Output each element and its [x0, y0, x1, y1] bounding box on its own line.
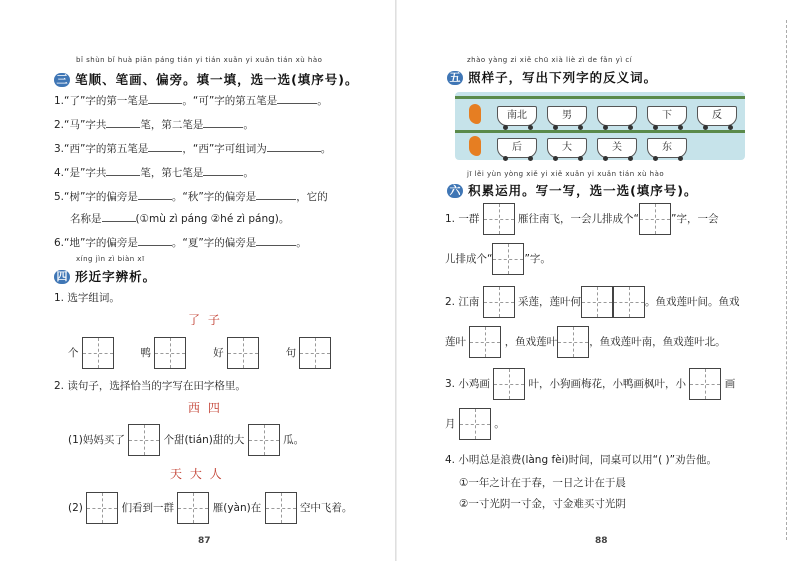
section-six-header	[447, 180, 698, 199]
section-four-header	[54, 266, 156, 285]
tianzige-box[interactable]	[613, 286, 645, 318]
answer-blank[interactable]	[277, 93, 317, 104]
sentence-2: (2) 们看到一群 雁(yàn)在 空中飞着。	[68, 492, 352, 524]
wheel-icon	[653, 156, 658, 161]
tianzige-box[interactable]	[86, 492, 118, 524]
wheel-icon	[728, 125, 733, 130]
question-s3-6: 6.“地”字的偏旁是 。“夏”字的偏旁是 。	[54, 237, 307, 249]
s4-pinyin: xíng jìn zì biàn xī	[76, 255, 145, 263]
question-s3-4: 4.“是”字共 笔，第七笔是 。	[54, 167, 254, 179]
answer-blank[interactable]	[106, 117, 140, 128]
wheel-icon	[578, 125, 583, 130]
section-title: 笔顺、笔画、偏旁。填一填，选一选(填序号)。	[75, 72, 359, 87]
char-choice-3: 天 大 人	[170, 467, 224, 481]
option-2[interactable]: ②一寸光阴一寸金，寸金难买寸光阴	[459, 498, 626, 510]
cart-top-2[interactable]: 男	[547, 106, 587, 126]
wheel-icon	[528, 156, 533, 161]
s4-part1-prompt: 1. 选字组词。	[54, 292, 120, 304]
wheel-icon	[578, 156, 583, 161]
s3-pinyin: bǐ shùn bǐ huà piān páng tián yi tián xuǎn yi xuǎn tián xù hào	[76, 56, 323, 64]
antonym-train-illustration	[455, 92, 745, 160]
cart-bottom-2[interactable]: 大	[547, 138, 587, 158]
answer-blank[interactable]	[256, 235, 296, 246]
section-number-badge: 五	[447, 71, 463, 85]
char-choice-2: 西 四	[188, 401, 222, 415]
section-three-header	[54, 69, 359, 88]
answer-blank[interactable]	[106, 165, 140, 176]
tianzige-box[interactable]	[493, 368, 525, 400]
tianzige-box[interactable]	[469, 326, 501, 358]
grass-strip	[455, 130, 745, 133]
tianzige-box[interactable]	[265, 492, 297, 524]
tianzige-box[interactable]	[483, 286, 515, 318]
char-choice-1: 了 子	[188, 313, 222, 327]
answer-blank[interactable]	[148, 93, 182, 104]
answer-blank[interactable]	[267, 141, 321, 152]
tianzige-box[interactable]	[639, 203, 671, 235]
question-s3-1: 1.“了”字的第一笔是 。“可”字的第五笔是 。	[54, 95, 328, 107]
question-s6-2: 2. 江南 采莲，莲叶何 。鱼戏莲叶间。鱼戏	[445, 286, 740, 318]
cart-top-4[interactable]: 下	[647, 106, 687, 126]
wheel-icon	[553, 125, 558, 130]
right-page	[397, 0, 793, 561]
wheel-icon	[603, 156, 608, 161]
section-number-badge: 三	[54, 73, 70, 87]
answer-blank[interactable]	[138, 235, 172, 246]
wheel-icon	[653, 125, 658, 130]
question-s3-5-continued: 名称是 (①mù zì páng ②hé zì páng)。	[70, 213, 290, 225]
section-title: 积累运用。写一写，选一选(填序号)。	[468, 183, 698, 198]
tianzige-box[interactable]	[299, 337, 331, 369]
left-page	[0, 0, 396, 561]
section-title: 照样子，写出下列字的反义词。	[468, 70, 658, 85]
question-s3-3: 3.“西”字的第五笔是 ，“西”字可组词为 。	[54, 143, 332, 155]
cart-top-5[interactable]: 反	[697, 106, 737, 126]
section-number-badge: 四	[54, 270, 70, 284]
section-number-badge: 六	[447, 184, 463, 198]
answer-blank[interactable]	[102, 211, 136, 222]
answer-blank[interactable]	[256, 189, 296, 200]
wheel-icon	[503, 125, 508, 130]
tianzige-box[interactable]	[154, 337, 186, 369]
wheel-icon	[678, 156, 683, 161]
option-1[interactable]: ①一年之计在于春，一日之计在于晨	[459, 477, 626, 489]
s6-pinyin: jī lěi yùn yòng xiě yi xiě xuǎn yi xuǎn tián xù hào	[467, 170, 665, 178]
seahorse-icon	[469, 136, 481, 156]
answer-blank[interactable]	[138, 189, 172, 200]
wheel-icon	[528, 125, 533, 130]
tianzige-box[interactable]	[492, 243, 524, 275]
tianzige-box[interactable]	[248, 424, 280, 456]
wheel-icon	[678, 125, 683, 130]
cart-top-3[interactable]	[597, 106, 637, 126]
section-five-header	[447, 67, 657, 86]
tianzige-box[interactable]	[227, 337, 259, 369]
tianzige-box[interactable]	[483, 203, 515, 235]
tianzige-box[interactable]	[581, 286, 613, 318]
question-s6-3: 3. 小鸡画 叶，小狗画梅花，小鸭画枫叶，小 画	[445, 368, 735, 400]
cart-bottom-1[interactable]: 后	[497, 138, 537, 158]
tianzige-box[interactable]	[177, 492, 209, 524]
seahorse-icon	[469, 104, 481, 124]
wheel-icon	[553, 156, 558, 161]
question-s6-1-continued: 儿排成个“ ”字。	[445, 243, 551, 275]
word-row-1: 个 鸭 好 句	[68, 337, 331, 369]
grass-strip	[455, 96, 745, 99]
tianzige-box[interactable]	[689, 368, 721, 400]
page-number: 88	[595, 536, 608, 546]
answer-blank[interactable]	[203, 117, 243, 128]
question-s3-5: 5.“树”字的偏旁是 。“秋”字的偏旁是 ，它的	[54, 191, 328, 203]
page-number: 87	[198, 536, 211, 546]
wheel-icon	[603, 125, 608, 130]
wheel-icon	[628, 156, 633, 161]
question-s6-4: 4. 小明总是浪费(làng fèi)时间，同桌可以用“( )”劝告他。	[445, 454, 718, 466]
question-s3-2: 2.“马”字共 笔，第二笔是 。	[54, 119, 254, 131]
section-title: 形近字辨析。	[75, 269, 157, 284]
wheel-icon	[503, 156, 508, 161]
page-edge-perforation	[786, 20, 787, 540]
s5-pinyin: zhào yàng zi xiě chū xià liè zì de fǎn yì cí	[467, 56, 633, 64]
cart-top-1: 南北	[497, 106, 537, 126]
cart-bottom-3[interactable]: 关	[597, 138, 637, 158]
answer-blank[interactable]	[203, 165, 243, 176]
cart-bottom-4[interactable]: 东	[647, 138, 687, 158]
sentence-1: (1)妈妈买了 个甜(tián)甜的大 瓜。	[68, 424, 304, 456]
wheel-icon	[628, 125, 633, 130]
question-s6-1: 1. 一群 雁往南飞，一会儿排成个“ ”字，一会	[445, 203, 718, 235]
wheel-icon	[703, 125, 708, 130]
tianzige-box[interactable]	[557, 326, 589, 358]
tianzige-box[interactable]	[82, 337, 114, 369]
tianzige-box[interactable]	[128, 424, 160, 456]
s4-part2-prompt: 2. 读句子，选择恰当的字写在田字格里。	[54, 380, 246, 392]
question-s6-3-continued: 月 。	[445, 408, 505, 440]
answer-blank[interactable]	[148, 141, 182, 152]
question-s6-2-continued: 莲叶 ，鱼戏莲叶 ，鱼戏莲叶南，鱼戏莲叶北。	[445, 326, 726, 358]
tianzige-box[interactable]	[459, 408, 491, 440]
